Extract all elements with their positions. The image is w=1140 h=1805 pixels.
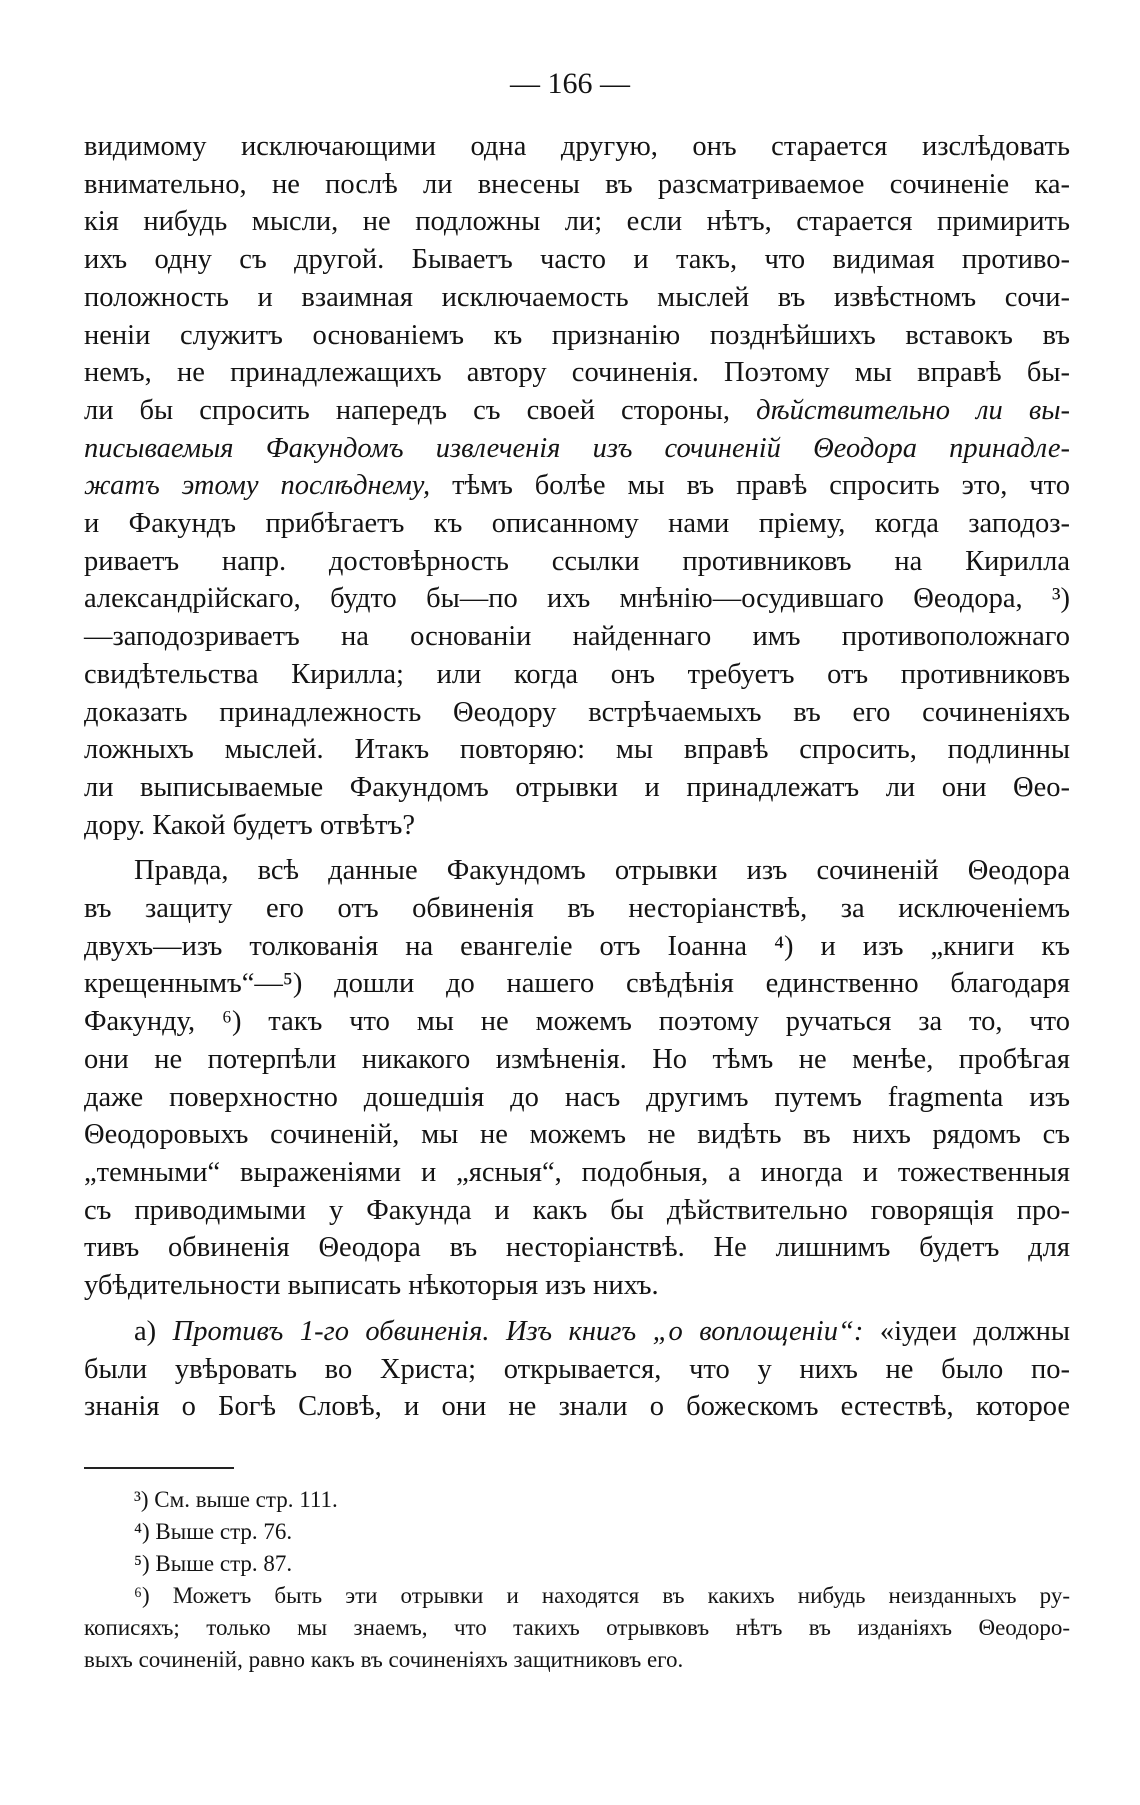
text-line: положность и взаимная исключаемость мыслей въ извѣстномъ сочи- (84, 281, 1070, 313)
text-line: тивъ обвиненія Θеодора въ несторіанствѣ. Не лишнимъ будетъ для (84, 1232, 1070, 1264)
footnote: ⁶) Можетъ быть эти отрывки и находятся въ какихъ нибудь неизданныхъ ру- (134, 1583, 1070, 1608)
italic-segment: жатъ этому послѣднему, (84, 470, 431, 502)
text-line: ихъ одну съ другой. Бываетъ часто и такъ, что видимая противо- (84, 244, 1070, 276)
text-segment: ли бы спросить напередъ съ своей стороны, (84, 394, 731, 426)
text-line: дору. Какой будетъ отвѣтъ? (84, 809, 416, 841)
italic-segment: дѣйствительно ли вы- (756, 394, 1070, 426)
text-line: доказать принадлежность Θеодору встрѣчаемыхъ въ его сочиненіяхъ (84, 696, 1070, 728)
text-line: внимательно, не послѣ ли внесены въ разсматриваемое сочиненіе ка- (84, 168, 1070, 200)
body-text (84, 128, 1070, 1426)
text-segment: «іудеи должны (879, 1315, 1071, 1347)
text-line-mixed (84, 1313, 1070, 1351)
footnote-continuation: кописяхъ; только мы знаемъ, что такихъ отрывковъ нѣтъ въ изданіяхъ Θеодоро- (84, 1615, 1070, 1640)
text-line: они не потерпѣли никакого измѣненія. Но тѣмъ не менѣе, пробѣгая (84, 1043, 1070, 1075)
italic-segment: писываемыя Факундомъ извлеченія изъ сочиненій Θеодора принадле- (84, 432, 1070, 464)
text-line: александрійскаго, будто бы—по ихъ мнѣнію—осудившаго Θеодора, ³) (84, 583, 1070, 615)
text-line-italic (84, 430, 1070, 468)
text-line: видимому исключающими одна другую, онъ старается изслѣдовать (84, 131, 1070, 162)
text-line: крещеннымъ“—⁵) дошли до нашего свѣдѣнія единственно благодаря (84, 968, 1070, 1000)
footnote: ⁴) Выше стр. 76. (134, 1519, 293, 1544)
text-line: въ защиту его отъ обвиненія въ несторіанствѣ, за исключеніемъ (84, 893, 1070, 925)
text-line: были увѣровать во Христа; открывается, что у нихъ не было по- (84, 1353, 1070, 1385)
paragraph-gap (84, 844, 1070, 852)
footnotes (84, 1484, 1070, 1676)
text-segment: а) (134, 1315, 157, 1347)
text-line: ли выписываемые Факундомъ отрывки и принадлежатъ ли они Θео- (84, 771, 1070, 803)
text-line: свидѣтельства Кирилла; или когда онъ требуетъ отъ противниковъ (84, 658, 1070, 690)
italic-segment: Противъ 1-го обвиненія. Изъ книгъ „о воплощеніи“: (172, 1315, 864, 1347)
paragraph-gap (84, 1305, 1070, 1313)
text-line-mixed (84, 467, 1070, 505)
text-line: съ приводимыми у Факунда и какъ бы дѣйствительно говорящія про- (84, 1194, 1070, 1226)
text-line: ложныхъ мыслей. Итакъ повторяю: мы вправѣ спросить, подлинны (84, 734, 1070, 766)
text-line: и Факундъ прибѣгаетъ къ описанному нами пріему, когда заподоз- (84, 508, 1070, 540)
text-line: Факунду, ⁶) такъ что мы не можемъ поэтому ручаться за то, что (84, 1006, 1070, 1038)
text-line: Правда, всѣ данные Факундомъ отрывки изъ сочиненій Θеодора (134, 855, 1070, 887)
footnote: ⁵) Выше стр. 87. (134, 1551, 293, 1576)
text-line: убѣдительности выписать нѣкоторыя изъ нихъ. (84, 1270, 659, 1302)
text-line: кія нибудь мысли, не подложны ли; если нѣтъ, старается примирить (84, 206, 1070, 238)
text-line: „темными“ выраженіями и „ясныя“, подобныя, а иногда и тожественныя (84, 1156, 1070, 1188)
text-line: риваетъ напр. достовѣрность ссылки противниковъ на Кирилла (84, 545, 1070, 577)
text-line: даже поверхностно дошедшія до насъ другимъ путемъ fragmenta изъ (84, 1081, 1070, 1113)
footnote-divider (84, 1467, 234, 1469)
footnote: ³) См. выше стр. 111. (134, 1487, 338, 1512)
text-line: Θеодоровыхъ сочиненій, мы не можемъ не видѣть въ нихъ рядомъ съ (84, 1119, 1070, 1151)
text-segment: тѣмъ болѣе мы въ правѣ спросить это, что (452, 470, 1070, 502)
text-line: немъ, не принадлежащихъ автору сочиненія. Поэтому мы вправѣ бы- (84, 357, 1070, 389)
text-line: знанія о Богѣ Словѣ, и они не знали о божескомъ естествѣ, которое (84, 1391, 1070, 1423)
page-number: — 166 — (510, 67, 630, 100)
text-line-mixed (84, 392, 1070, 430)
footnote-continuation: выхъ сочиненій, равно какъ въ сочиненіяхъ защитниковъ его. (84, 1647, 684, 1672)
text-line: двухъ—изъ толкованія на евангеліе отъ Іоанна ⁴) и изъ „книги къ (84, 930, 1070, 962)
text-line: —заподозриваетъ на основаніи найденнаго имъ противоположнаго (84, 621, 1070, 653)
text-line: неніи служитъ основаніемъ къ признанію позднѣйшихъ вставокъ въ (84, 319, 1070, 351)
